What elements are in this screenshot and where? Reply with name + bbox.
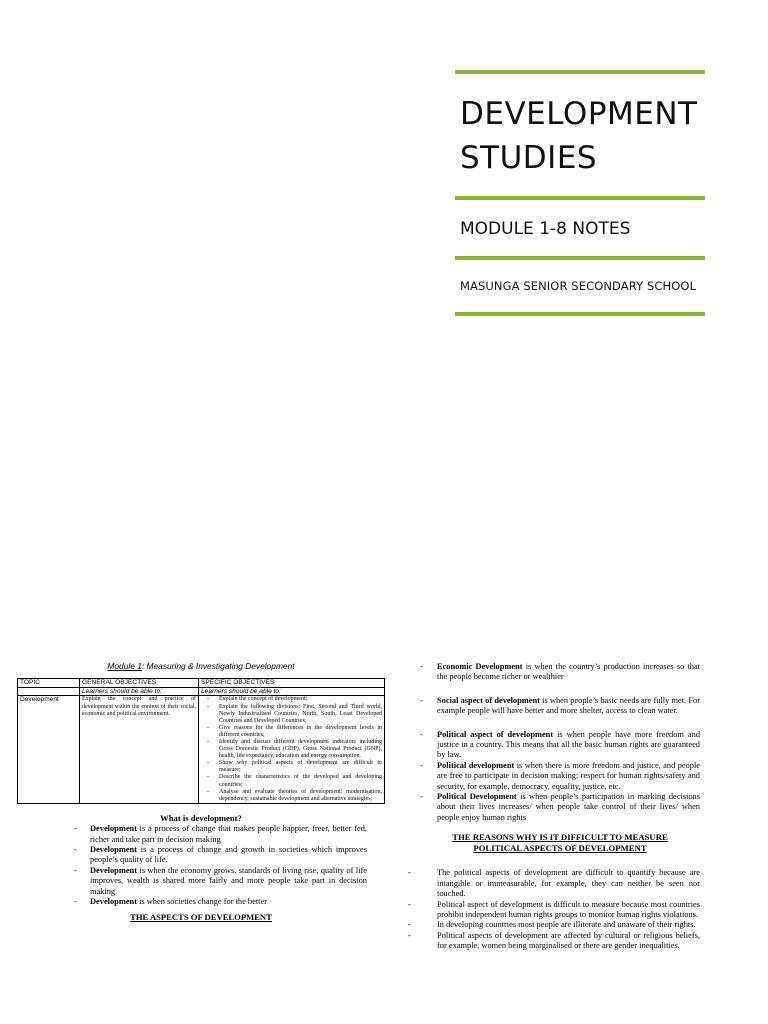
section-heading	[420, 832, 700, 854]
module-heading-text: : Measuring & Investigating Development	[141, 661, 295, 671]
definition: is when people’s basic needs are fully met. For example people will have better and more shelter, access to clean water.	[437, 695, 700, 716]
definition: is when there is more freedom and justice, and people are free to participate in decision making; respect for human rights/safety and security, for example, democracy, equality, justice, etc.	[437, 760, 700, 791]
table-header-row	[18, 679, 385, 688]
specific-objectives-cell	[199, 696, 385, 803]
term: Development	[90, 897, 137, 907]
heading-line: POLITICAL ASPECTS OF DEVELOPMENT	[473, 843, 647, 854]
term: Economic Development	[437, 662, 523, 671]
list-item: - Analyse and evaluate theories of development: modernisation, dependency, sustainable development and alternative strategies;	[205, 789, 382, 803]
list-item	[17, 845, 385, 866]
term: Social aspect of development	[437, 695, 540, 705]
aspects-list	[420, 662, 700, 823]
section-heading: THE ASPECTS OF DEVELOPMENT	[130, 912, 272, 923]
cover-divider	[455, 196, 705, 200]
list-item	[420, 761, 700, 792]
term: Political aspect of development	[437, 729, 554, 739]
definition: is when people’s participation in marking decisions about their lives increases/ when people take control of their lives/ when people enjoy human rights	[437, 792, 700, 822]
list-item	[420, 792, 700, 823]
term: Development	[90, 824, 137, 834]
definition: is a process of change and growth in societies which improves people’s quality of life.	[90, 845, 367, 865]
title-line-2: STUDIES	[460, 140, 598, 176]
list-item: - The political aspects of development are difficult to quantify because are intangible or immeasurable, for example, they can neither be seen nor touched.	[420, 868, 700, 899]
table-cell	[18, 687, 80, 696]
list-item: - Describe the characteristics of the developed and developing countries;	[205, 774, 382, 788]
table-row	[18, 696, 385, 803]
document-title	[460, 92, 705, 180]
term: Political Development	[437, 792, 517, 802]
module-subtitle: MODULE 1-8 NOTES	[460, 219, 631, 239]
definition: is when societies change for the better	[136, 897, 267, 907]
objectives-table	[17, 678, 385, 803]
term: Development	[90, 865, 137, 875]
list-item: - Give reasons for the differences in the development levels in different countries;	[205, 725, 382, 739]
list-item	[420, 696, 700, 717]
table-subheader: Learners should be able to:	[80, 687, 199, 696]
table-header: SPECIFIC OBJECTIVES	[199, 679, 385, 688]
list-item: - Explain the concept of development;	[205, 696, 382, 703]
definitions-list	[17, 824, 385, 907]
list-item: - In developing countries most people are illiterate and unaware of their rights.	[420, 920, 700, 930]
section-heading: What is development?	[160, 812, 242, 823]
list-item: - Political aspect of development is difficult to measure because most countries prohibit independent human rights groups to monitor human rights violations.	[420, 900, 700, 921]
heading-line: THE REASONS WHY IS IT DIFFICULT TO MEASURE	[452, 832, 668, 843]
definition: is a process of change that makes people happier, freer, better fed, richer and take part in decision making	[90, 824, 367, 844]
cover-divider	[455, 70, 705, 74]
list-item	[17, 897, 385, 907]
school-name: MASUNGA SENIOR SECONDARY SCHOOL	[460, 279, 697, 293]
right-column	[420, 662, 700, 952]
cover-divider	[455, 312, 705, 316]
reasons-list	[420, 868, 700, 951]
list-item	[17, 866, 385, 897]
list-item: - Identify and discuss different development indicators including Gross Domestic Product (GDP), Gross National Product (GNP), health, life expectancy, education and energy consumption.	[205, 739, 382, 760]
definition: is when the economy grows, standards of living rise, quality of life improves, wealth is shared more fairly and more people take part in decision making	[90, 865, 367, 896]
table-subheader-row	[18, 687, 385, 696]
general-objective-cell: Explain the concept and practice of development within the context of their social, economic and political environment.	[80, 696, 199, 803]
definition: is when people have more freedom and justice in a country. This means that all the basic human rights are guaranteed by law.	[437, 729, 701, 760]
definition: is when the country’s production increases so that the people become richer or wealthier	[437, 662, 700, 682]
list-item	[17, 824, 385, 845]
table-subheader: Learners should be able to:	[199, 687, 385, 696]
title-line-1: DEVELOPMENT	[460, 96, 698, 132]
module-heading	[17, 662, 385, 670]
cover-block	[455, 70, 705, 316]
list-item: - Explain the following divisions: First, Second and Third world, Newly Industrialised Countries, North, South, Least Developed Countries and Developed Countries;	[205, 704, 382, 725]
term: Political development	[437, 760, 515, 770]
list-item: - Show why political aspects of development are difficult to measure;	[205, 760, 382, 774]
topic-cell: Development	[18, 696, 80, 803]
table-header: GENERAL OBJECTIVES	[80, 679, 199, 688]
list-item	[420, 662, 700, 683]
cover-divider	[455, 256, 705, 260]
module-label: Module 1	[107, 661, 142, 671]
list-item: - Political aspects of development are affected by cultural or religious beliefs, for example, women being marginalised or there are gender inequalities.	[420, 931, 700, 952]
table-header: TOPIC	[18, 679, 80, 688]
specific-objectives-list	[201, 696, 382, 802]
left-column	[17, 662, 385, 922]
list-item	[420, 730, 700, 761]
term: Development	[90, 845, 137, 855]
